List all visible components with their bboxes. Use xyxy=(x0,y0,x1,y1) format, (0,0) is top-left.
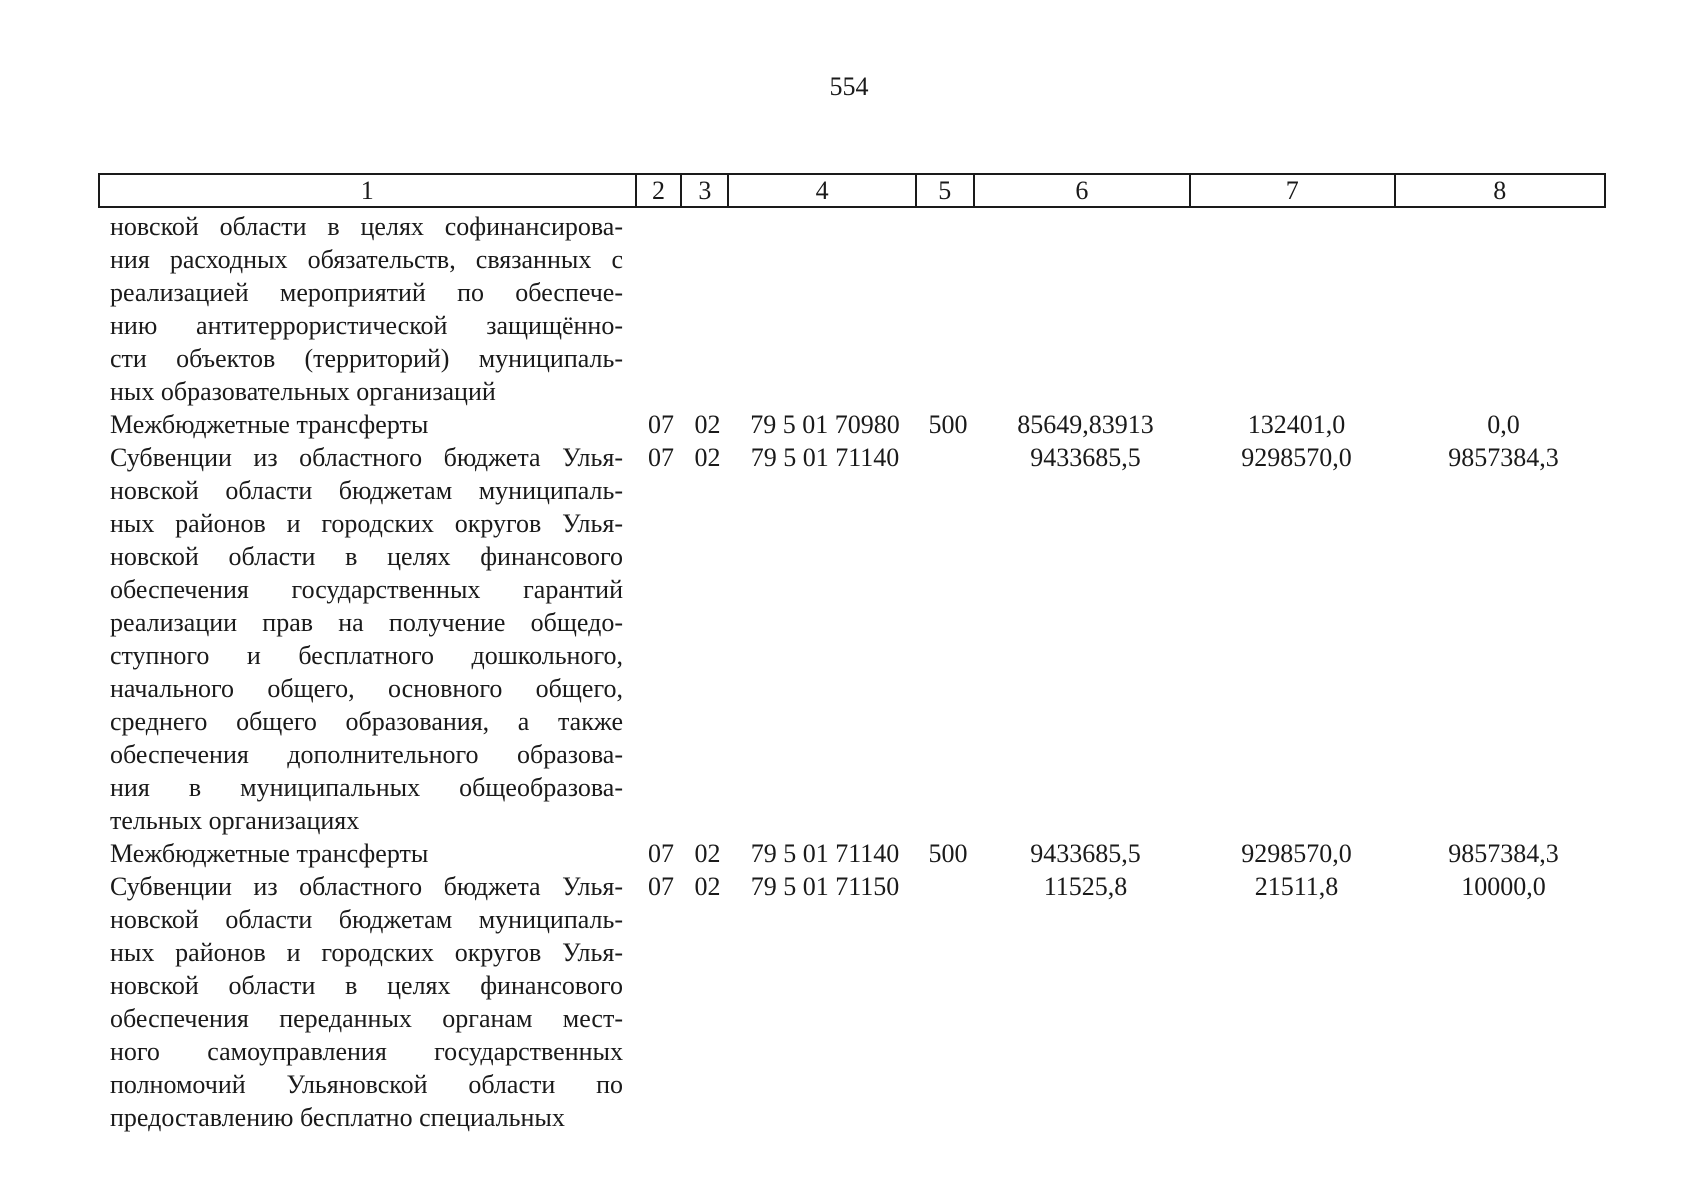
cell-col-2: 07 xyxy=(648,839,674,868)
table-row xyxy=(0,210,1698,408)
description-line: ния расходных обязательств, связанных с xyxy=(110,245,623,274)
cell-col-5: 500 xyxy=(928,839,968,868)
cell-col-2: 07 xyxy=(648,443,674,472)
description-line: начального общего, основного общего, xyxy=(110,674,623,703)
table-row xyxy=(0,441,1698,837)
description-line: реализации прав на получение общедо- xyxy=(110,608,623,637)
cell-col-4: 79 5 01 71140 xyxy=(750,839,900,868)
header-cell-1: 1 xyxy=(100,175,637,206)
cell-col-3: 02 xyxy=(694,839,721,868)
table-row xyxy=(0,408,1698,441)
cell-col-5: 500 xyxy=(928,410,968,439)
description-line: Межбюджетные трансферты xyxy=(110,410,429,439)
cell-col-8: 0,0 xyxy=(1487,410,1520,439)
description-line: предоставлению бесплатно специальных xyxy=(110,1103,565,1132)
description-line: Субвенции из областного бюджета Улья- xyxy=(110,872,623,901)
description-line: полномочий Ульяновской области по xyxy=(110,1070,623,1099)
description-line: Субвенции из областного бюджета Улья- xyxy=(110,443,623,472)
cell-col-7: 132401,0 xyxy=(1247,410,1346,439)
description-line: новской области в целях софинансирова- xyxy=(110,212,623,241)
description-line: реализацией мероприятий по обеспече- xyxy=(110,278,623,307)
cell-col-6: 9433685,5 xyxy=(1030,443,1141,472)
table-header xyxy=(98,173,1606,208)
table-body xyxy=(0,210,1698,1134)
cell-col-7: 9298570,0 xyxy=(1241,839,1352,868)
description-line: нию антитеррористической защищённо- xyxy=(110,311,623,340)
cell-col-2: 07 xyxy=(648,872,674,901)
description-line: новской области в целях финансового xyxy=(110,971,623,1000)
cell-col-4: 79 5 01 71140 xyxy=(750,443,900,472)
cell-col-8: 9857384,3 xyxy=(1448,839,1559,868)
table-row xyxy=(0,870,1698,1134)
cell-col-3: 02 xyxy=(694,410,721,439)
description-line: среднего общего образования, а также xyxy=(110,707,623,736)
cell-col-3: 02 xyxy=(694,443,721,472)
row-description xyxy=(110,408,623,441)
description-line: обеспечения государственных гарантий xyxy=(110,575,623,604)
header-cell-3: 3 xyxy=(682,175,729,206)
description-line: ния в муниципальных общеобразова- xyxy=(110,773,623,802)
header-cell-7: 7 xyxy=(1191,175,1395,206)
cell-col-7: 9298570,0 xyxy=(1241,443,1352,472)
cell-col-3: 02 xyxy=(694,872,721,901)
header-cell-5: 5 xyxy=(917,175,975,206)
description-line: новской области бюджетам муниципаль- xyxy=(110,476,623,505)
row-description xyxy=(110,210,623,408)
cell-col-8: 9857384,3 xyxy=(1448,443,1559,472)
description-line: тельных организациях xyxy=(110,806,360,835)
description-line: новской области бюджетам муниципаль- xyxy=(110,905,623,934)
row-description xyxy=(110,441,623,837)
table-row xyxy=(0,837,1698,870)
description-line: ных районов и городских округов Улья- xyxy=(110,938,623,967)
description-line: ных образовательных организаций xyxy=(110,377,496,406)
header-cell-4: 4 xyxy=(729,175,917,206)
cell-col-6: 11525,8 xyxy=(1043,872,1128,901)
cell-col-4: 79 5 01 70980 xyxy=(750,410,900,439)
description-line: новской области в целях финансового xyxy=(110,542,623,571)
cell-col-6: 9433685,5 xyxy=(1030,839,1141,868)
description-line: обеспечения дополнительного образова- xyxy=(110,740,623,769)
description-line: сти объектов (территорий) муниципаль- xyxy=(110,344,623,373)
cell-col-8: 10000,0 xyxy=(1461,872,1546,901)
page-number: 554 xyxy=(829,72,869,101)
header-cell-8: 8 xyxy=(1493,176,1507,205)
row-description xyxy=(110,870,623,1134)
header-cell-2: 2 xyxy=(637,175,683,206)
cell-col-4: 79 5 01 71150 xyxy=(750,872,900,901)
description-line: Межбюджетные трансферты xyxy=(110,839,429,868)
cell-col-6: 85649,83913 xyxy=(1017,410,1154,439)
description-line: ступного и бесплатного дошкольного, xyxy=(110,641,623,670)
description-line: ного самоуправления государственных xyxy=(110,1037,623,1066)
description-line: обеспечения переданных органам мест- xyxy=(110,1004,623,1033)
row-description xyxy=(110,837,623,870)
header-cell-6: 6 xyxy=(975,175,1191,206)
cell-col-7: 21511,8 xyxy=(1254,872,1339,901)
cell-col-2: 07 xyxy=(648,410,674,439)
description-line: ных районов и городских округов Улья- xyxy=(110,509,623,538)
